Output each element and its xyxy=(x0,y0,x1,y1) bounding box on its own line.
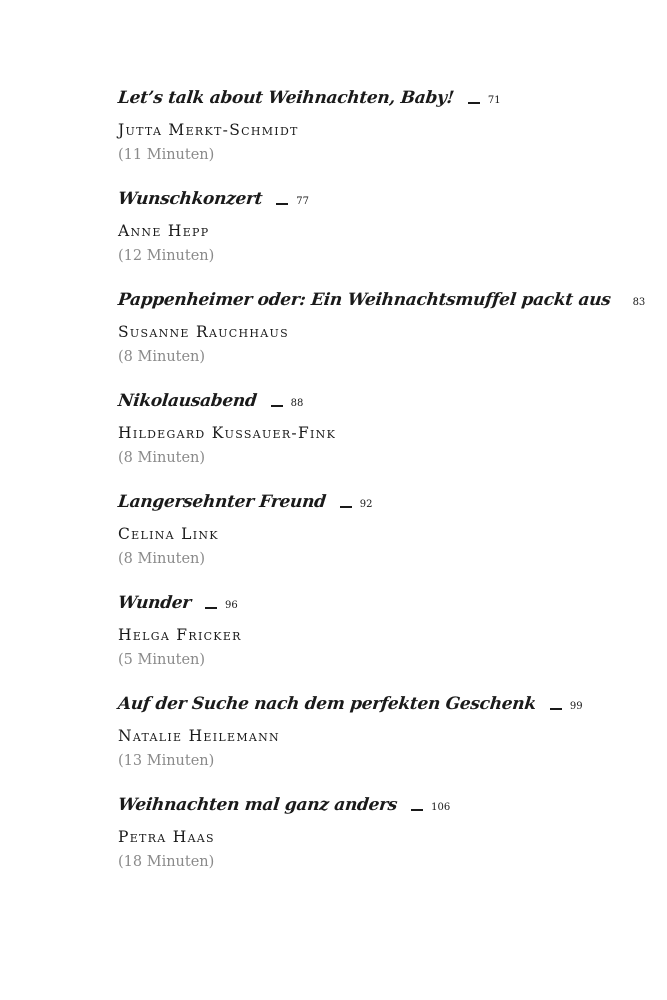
title-line xyxy=(118,88,638,118)
page-number: 99 xyxy=(569,701,583,712)
toc-entry xyxy=(118,694,638,795)
author-name: Jutta Merkt-Schmidt xyxy=(118,121,299,139)
page-number: 83 xyxy=(632,297,646,308)
page-number: 77 xyxy=(296,196,309,207)
page-number: 92 xyxy=(359,499,373,510)
reading-duration: (8 Minuten) xyxy=(118,450,206,466)
author-name: Hildegard Kussauer-Fink xyxy=(118,424,337,442)
title-line xyxy=(118,189,638,219)
title-line xyxy=(118,694,638,724)
author-name: Helga Fricker xyxy=(118,626,242,644)
dash-separator xyxy=(550,708,562,710)
reading-duration: (13 Minuten) xyxy=(118,753,215,769)
title-line xyxy=(118,593,638,623)
toc-entry xyxy=(118,189,638,290)
dash-separator xyxy=(276,203,288,205)
dash-separator xyxy=(340,506,352,508)
story-title: Wunder xyxy=(116,593,193,613)
toc-entry xyxy=(118,88,638,189)
story-title: Auf der Suche nach dem perfekten Geschenk xyxy=(116,694,537,714)
story-title: Let’s talk about Weihnachten, Baby! xyxy=(116,88,455,108)
toc-entry xyxy=(118,391,638,492)
toc-entry xyxy=(116,290,646,391)
dash-separator xyxy=(271,405,283,407)
page-number: 71 xyxy=(487,95,501,106)
table-of-contents xyxy=(116,88,646,896)
dash-separator xyxy=(205,607,217,609)
reading-duration: (8 Minuten) xyxy=(118,551,206,567)
title-line xyxy=(118,391,638,421)
reading-duration: (18 Minuten) xyxy=(118,854,215,870)
page-number: 88 xyxy=(290,398,304,409)
author-name: Anne Hepp xyxy=(118,222,210,240)
author-name: Susanne Rauchhaus xyxy=(118,323,289,341)
reading-duration: (11 Minuten) xyxy=(118,147,215,163)
story-title: Nikolausabend xyxy=(116,391,258,411)
story-title: Langersehnter Freund xyxy=(116,492,327,512)
dash-separator xyxy=(411,809,423,811)
toc-entry xyxy=(118,795,638,896)
story-title: Weihnachten mal ganz anders xyxy=(116,795,399,815)
reading-duration: (12 Minuten) xyxy=(118,248,215,264)
title-line xyxy=(118,492,638,522)
story-title: Pappenheimer oder: Ein Weihnachtsmuffel packt aus xyxy=(116,290,612,310)
toc-entry xyxy=(118,492,638,593)
dash-separator xyxy=(468,102,480,104)
story-title: Wunschkonzert xyxy=(116,189,264,209)
author-name: Celina Link xyxy=(118,525,219,543)
reading-duration: (8 Minuten) xyxy=(118,349,206,365)
title-line xyxy=(118,795,638,825)
page-number: 106 xyxy=(431,802,451,813)
author-name: Petra Haas xyxy=(118,828,215,846)
page-number: 96 xyxy=(224,600,238,611)
author-name: Natalie Heilemann xyxy=(118,727,280,745)
reading-duration: (5 Minuten) xyxy=(118,652,206,668)
title-line xyxy=(116,290,646,320)
toc-entry xyxy=(118,593,638,694)
